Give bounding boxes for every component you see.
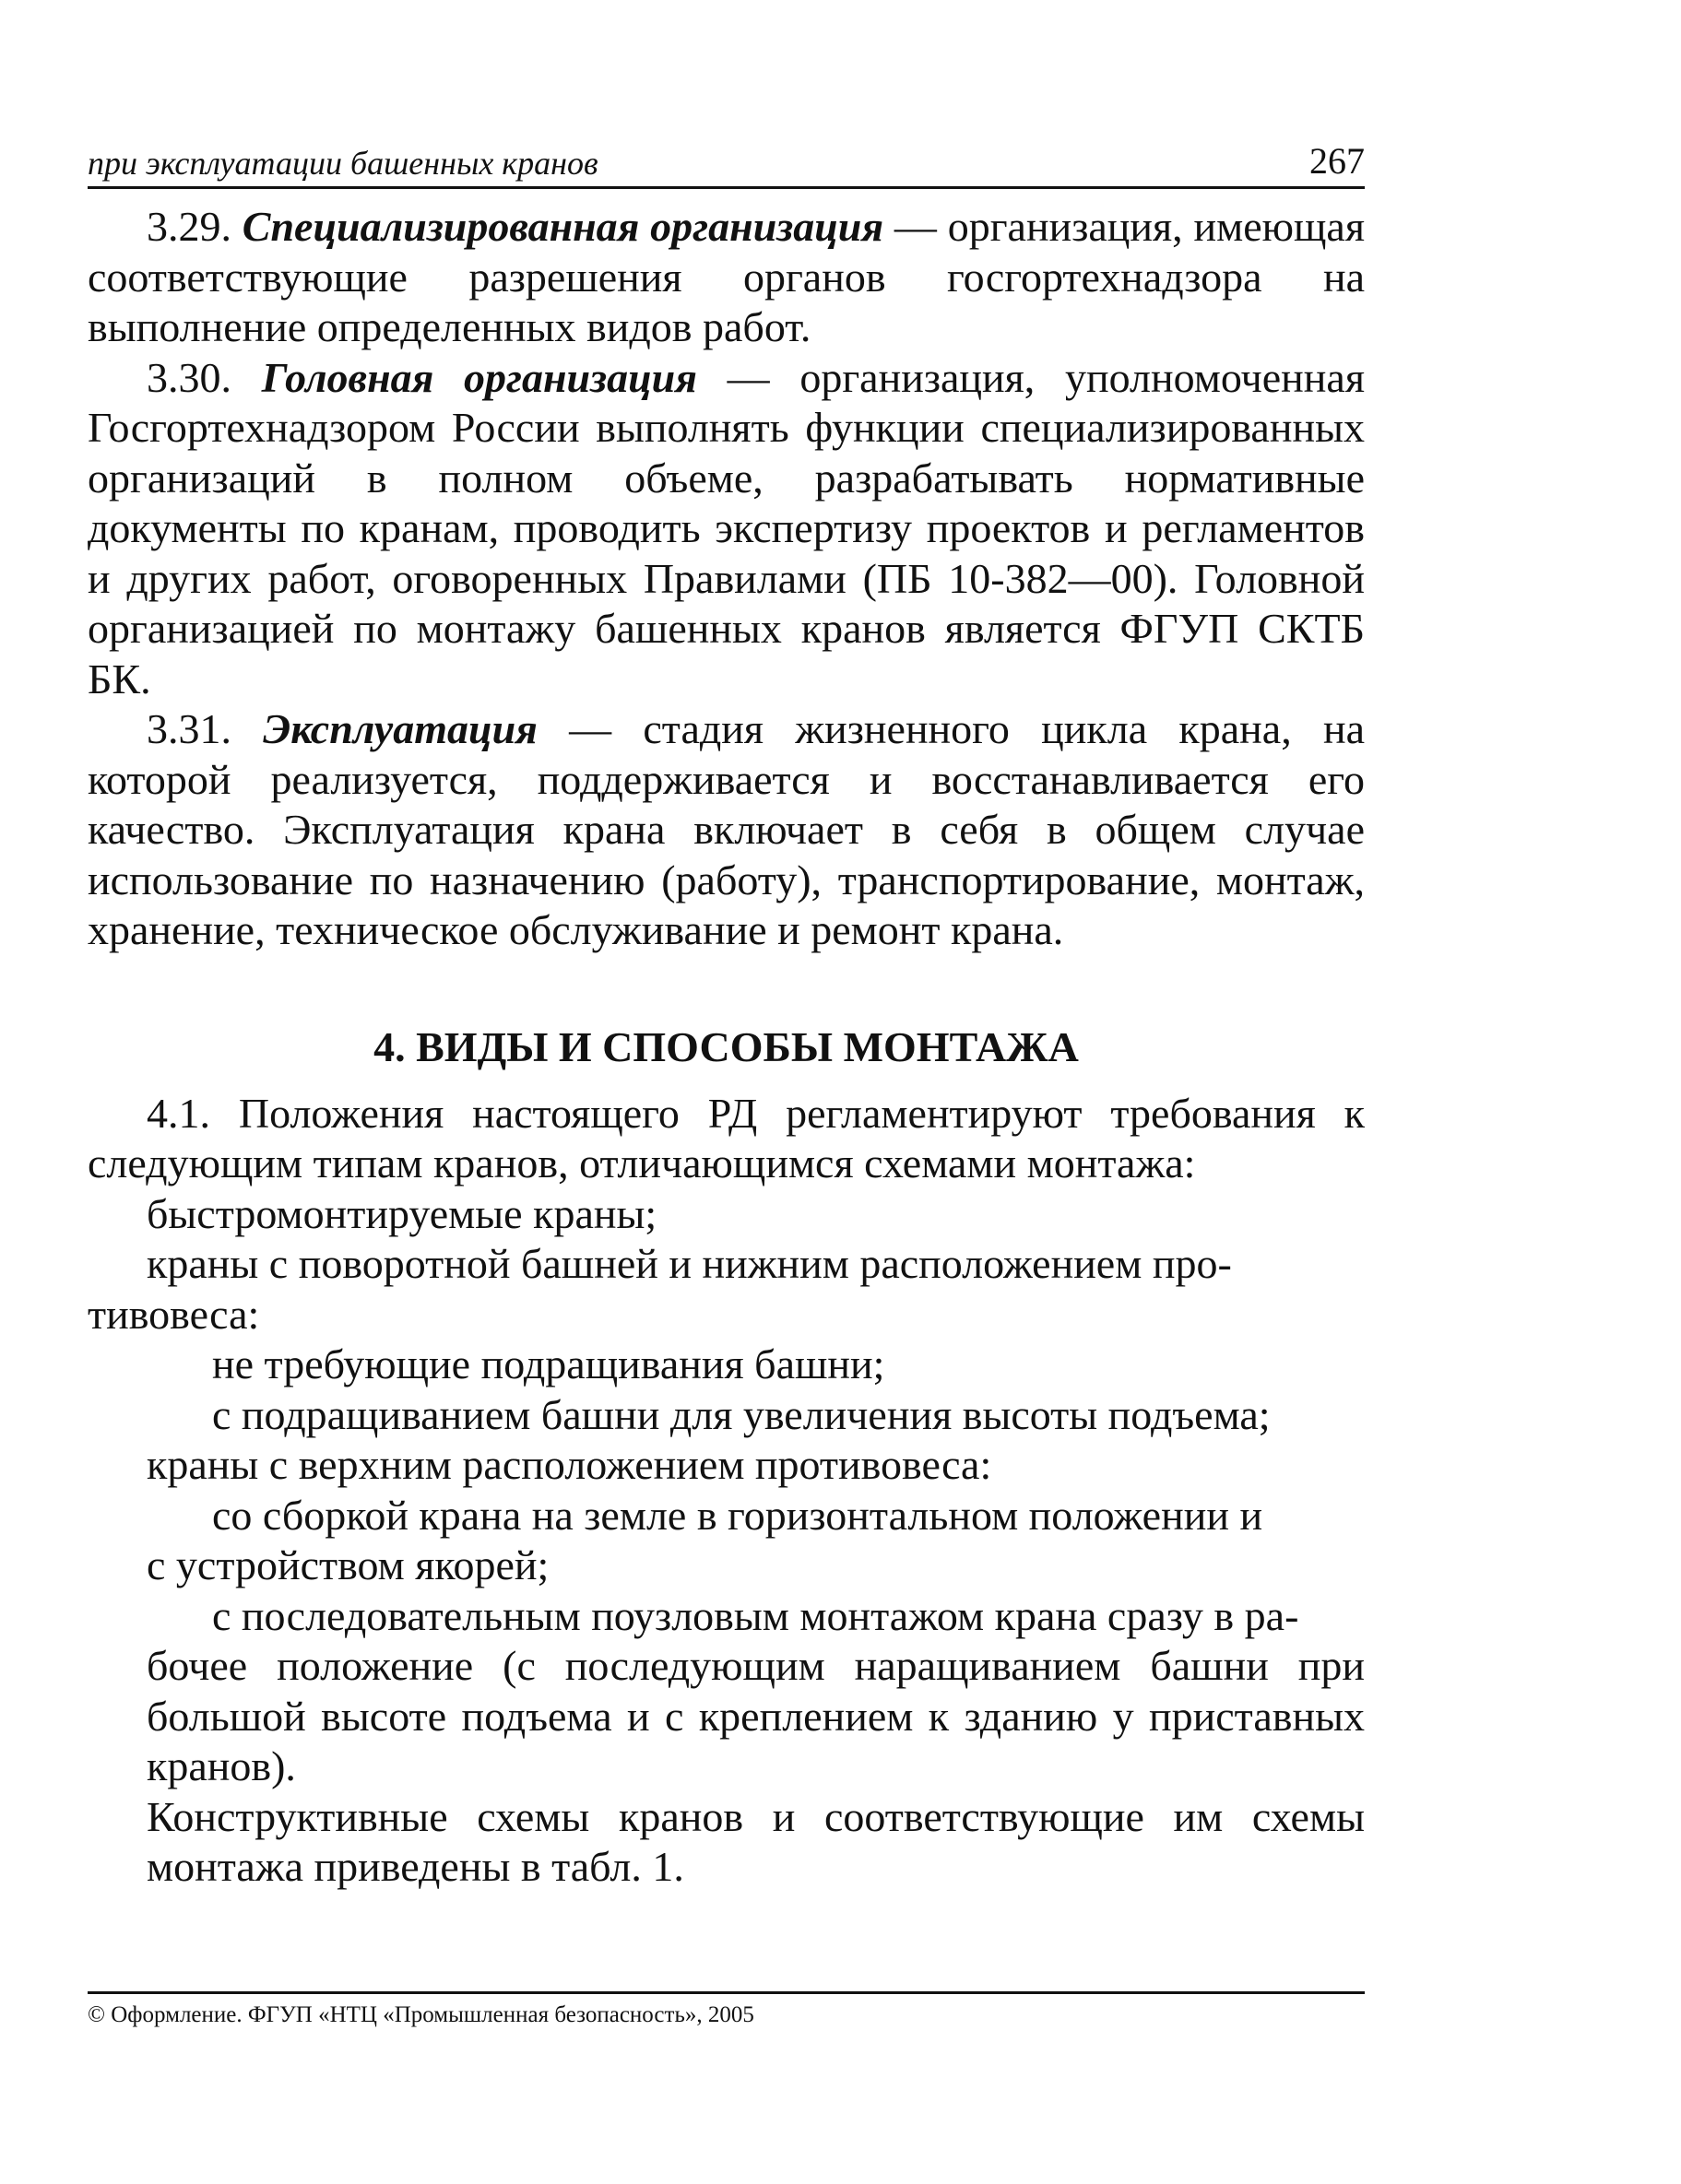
page-number: 267 bbox=[1309, 140, 1365, 182]
clause-number: 3.30. bbox=[147, 353, 231, 401]
paragraph-3-31 bbox=[88, 704, 1365, 956]
paragraph-4-1: 4.1. Положения настоящего РД регламентируют требования к следующим типам кранов, отличающимся схемами монтажа: bbox=[88, 1089, 1365, 1186]
sublist-item-ground-assembly: со сборкой крана на земле в горизонтальном положении и bbox=[212, 1491, 1263, 1539]
definition-text: — организация, уполномоченная Госгортехнадзором России выполнять функции специализированных организаций в полном объеме, разрабатывать нормативные документы по кранам, проводить экспертизу проектов и регламентов и других работ, оговоренных Правилами (ПБ 10-382—00). Головной организацией по монтажу башенных кранов является ФГУП СКТБ БК. bbox=[88, 353, 1365, 702]
defined-term: Специализированная организация bbox=[242, 203, 884, 250]
list-item-rotating-tower-cont: тивовеса: bbox=[88, 1290, 260, 1338]
list-item-top-counterweight: краны с верхним расположением противовеса: bbox=[147, 1441, 992, 1488]
defined-term: Головная организация bbox=[261, 353, 697, 401]
clause-number: 3.29. bbox=[147, 203, 231, 250]
running-header bbox=[88, 138, 1365, 189]
body-text bbox=[88, 202, 1365, 1893]
clause-number: 3.31. bbox=[147, 705, 231, 752]
sublist-item-sequential-mount: с последовательным поузловым монтажом крана сразу в ра- bbox=[212, 1591, 1299, 1639]
document-page bbox=[88, 138, 1365, 1893]
sublist-item-ground-assembly-cont: с устройством якорей; bbox=[147, 1541, 550, 1588]
paragraph-3-30 bbox=[88, 353, 1365, 705]
list-item-rotating-tower: краны с поворотной башней и нижним расположением про- bbox=[147, 1240, 1232, 1287]
sublist-item-with-extension: с подращиванием башни для увеличения высоты подъема; bbox=[212, 1390, 1271, 1438]
footer-copyright: © Оформление. ФГУП «НТЦ «Промышленная безопасность», 2005 bbox=[88, 2002, 754, 2027]
running-title: при эксплуатации башенных кранов bbox=[88, 145, 598, 182]
section-heading: 4. ВИДЫ И СПОСОБЫ МОНТАЖА bbox=[373, 1022, 1079, 1070]
paragraph-3-29 bbox=[88, 202, 1365, 353]
sublist-item-sequential-mount-cont: бочее положение (с последующим наращиванием башни при большой высоте подъема и с креплением к зданию у приставных кранов). bbox=[147, 1642, 1365, 1789]
defined-term: Эксплуатация bbox=[263, 705, 538, 752]
list-item-quick-mount: быстромонтируемые краны; bbox=[147, 1189, 657, 1237]
definition-text: — организация, имеющая соответствующие разрешения органов госгортехнадзора на выполнение определенных видов работ. bbox=[88, 203, 1365, 350]
closing-paragraph: Конструктивные схемы кранов и соответствующие им схемы монтажа приведены в табл. 1. bbox=[147, 1792, 1365, 1890]
footer-divider bbox=[88, 1991, 1365, 1994]
sublist-item-no-extension: не требующие подращивания башни; bbox=[212, 1340, 885, 1387]
definition-text: — стадия жизненного цикла крана, на которой реализуется, поддерживается и восстанавливается его качество. Эксплуатация крана включает в себя в общем случае использование по назначению (работу), транспортирование, монтаж, хранение, техническое обслуживание и ремонт крана. bbox=[88, 705, 1366, 953]
